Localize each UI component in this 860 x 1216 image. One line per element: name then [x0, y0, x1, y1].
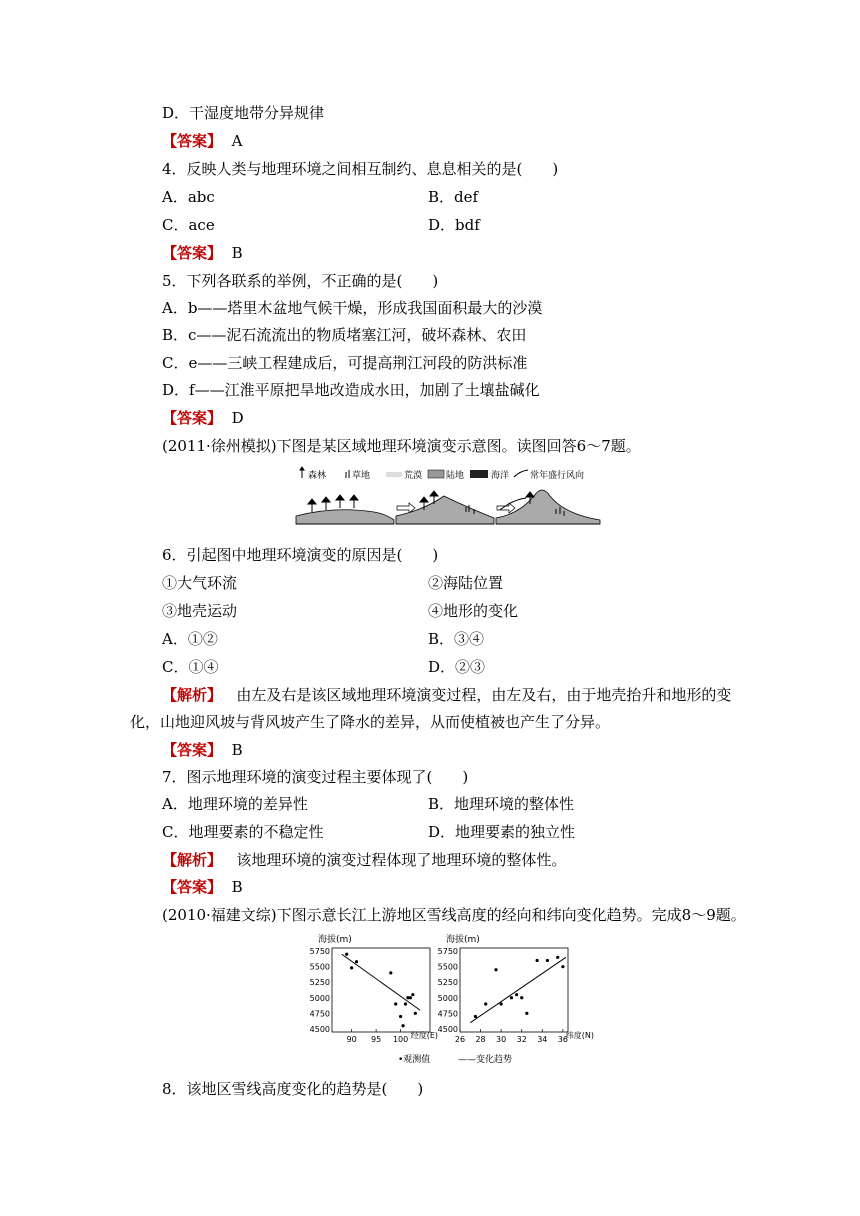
q4-option-b: B．def [428, 188, 479, 206]
y-tick-label: 4500 [309, 1024, 330, 1034]
intro-6-7: (2011·徐州模拟)下图是某区域地理环境演变示意图。读图回答6～7题。 [162, 437, 641, 455]
y-tick-label: 4750 [309, 1009, 330, 1019]
question-5: 5．下列各联系的举例，不正确的是( ) [162, 272, 439, 290]
legend-observed: •观测值 [398, 1055, 431, 1065]
data-point [556, 956, 559, 959]
x-tick-label: 26 [454, 1035, 466, 1044]
x-tick-label: 100 [392, 1035, 409, 1044]
q5-option-c: C．e——三峡工程建成后，可提高荆江河段的防洪标准 [162, 354, 528, 372]
x-tick-label: 28 [475, 1035, 486, 1044]
y-tick-label: 5250 [309, 978, 330, 988]
trend-line [342, 954, 420, 1010]
q6-option-c: C．①④ [162, 658, 219, 676]
answer-7 [162, 877, 243, 897]
data-point [411, 993, 414, 996]
legend-desert-label: 荒漠 [404, 471, 423, 481]
answer-tag: 【答案】 [162, 132, 223, 150]
intro-8-9: (2010·福建文综)下图示意长江上游地区雪线高度的经向和纬向变化趋势。完成8～9题。 [162, 906, 746, 924]
plot-frame [332, 948, 430, 1032]
answer-value: D [231, 409, 244, 427]
x-tick-label: 30 [496, 1035, 507, 1044]
x-tick-label: 36 [557, 1035, 568, 1044]
q7-option-a: A．地理环境的差异性 [162, 795, 308, 813]
y-tick-label: 4500 [437, 1024, 458, 1034]
y-axis-title: 海拔(m) [318, 935, 352, 945]
data-point [350, 966, 353, 969]
data-point [520, 996, 523, 999]
y-tick-label: 4750 [437, 1009, 458, 1019]
data-point [561, 965, 564, 968]
data-point [546, 959, 549, 962]
data-point [510, 996, 513, 999]
legend-wind [514, 469, 584, 481]
answer-tag: 【答案】 [162, 741, 223, 759]
data-point [389, 971, 392, 974]
legend-ocean [470, 469, 509, 481]
snowline-charts [290, 930, 610, 1070]
data-point [404, 1002, 407, 1005]
x-tick-label: 34 [537, 1035, 548, 1044]
data-point [399, 1015, 402, 1018]
data-point [355, 960, 358, 963]
y-tick-label: 5500 [309, 962, 330, 972]
data-point [536, 959, 539, 962]
q7-option-c: C．地理要素的不稳定性 [162, 823, 324, 841]
data-point [525, 1012, 528, 1015]
q6-option-b: B．③④ [428, 630, 485, 648]
legend-grass [346, 469, 370, 481]
plot-frame [460, 948, 568, 1032]
question-6: 6．引起图中地理环境演变的原因是( ) [162, 546, 439, 564]
answer-5 [162, 408, 244, 428]
question-4: 4．反映人类与地理环境之间相互制约、息息相关的是( ) [162, 160, 559, 178]
legend-land [428, 469, 464, 481]
data-point [515, 993, 518, 996]
data-point [414, 1012, 417, 1015]
answer-value: B [231, 741, 243, 759]
data-point [394, 1002, 397, 1005]
legend-ocean-label: 海洋 [491, 471, 510, 481]
x-tick-label: 95 [371, 1035, 382, 1044]
q6-option-d: D．②③ [428, 658, 486, 676]
legend-forest-label: 森林 [308, 471, 327, 481]
data-point [474, 1015, 477, 1018]
q3-option-d: D．干湿度地带分异规律 [162, 104, 325, 122]
legend-trend: ——变化趋势 [458, 1055, 513, 1065]
y-tick-label: 5000 [437, 993, 458, 1003]
q5-option-b: B．c——泥石流流出的物质堵塞江河，破坏森林、农田 [162, 326, 527, 344]
x-tick-label: 32 [516, 1035, 527, 1044]
answer-4 [162, 243, 243, 263]
q6-option-a: A．①② [162, 630, 218, 648]
q6-item-4: ④地形的变化 [428, 602, 519, 620]
analysis-6-line-1 [162, 685, 731, 705]
q6-item-1: ①大气环流 [162, 574, 238, 592]
q4-option-a: A．abc [162, 188, 215, 206]
analysis-6-line-2: 化，山地迎风坡与背风坡产生了降水的差异，从而使植被也产生了分异。 [130, 713, 611, 731]
legend-grass-label: 草地 [352, 471, 371, 481]
arrow-right-icon [497, 503, 515, 513]
data-point [494, 968, 497, 971]
q4-option-c: C．ace [162, 216, 215, 234]
legend-forest [300, 467, 326, 481]
y-tick-label: 5250 [437, 978, 458, 988]
legend-wind-label: 常年盛行风向 [530, 471, 585, 481]
answer-6 [162, 740, 243, 760]
y-tick-label: 5750 [437, 947, 458, 957]
q5-option-d: D．f——江淮平原把旱地改造成水田，加剧了土壤盐碱化 [162, 381, 540, 399]
landscape-evolution-figure [294, 466, 604, 530]
y-axis-title: 海拔(m) [446, 935, 480, 945]
q5-option-a: A．b——塔里木盆地气候干燥，形成我国面积最大的沙漠 [162, 299, 543, 317]
question-8: 8．该地区雪线高度变化的趋势是( ) [162, 1080, 424, 1098]
data-point [484, 1002, 487, 1005]
q7-option-d: D．地理要素的独立性 [428, 823, 576, 841]
x-axis-title: 纬度(N) [565, 1031, 594, 1040]
analysis-text: 该地理环境的演变过程体现了地理环境的整体性。 [236, 851, 567, 869]
y-tick-label: 5750 [309, 947, 330, 957]
answer-tag: 【答案】 [162, 878, 223, 896]
question-7: 7．图示地理环境的演变过程主要体现了( ) [162, 768, 469, 786]
data-point [401, 1024, 404, 1027]
data-point [345, 953, 348, 956]
panel-1 [296, 495, 394, 524]
answer-tag: 【答案】 [162, 244, 223, 262]
answer-value: B [231, 878, 243, 896]
x-axis-title: 经度(E) [410, 1031, 438, 1040]
legend-land-label: 陆地 [446, 471, 465, 481]
analysis-text: 由左及右是该区域地理环境演变过程，由左及右，由于地壳抬升和地形的变 [236, 686, 732, 704]
answer-tag: 【答案】 [162, 409, 223, 427]
answer-value: A [231, 132, 243, 150]
answer-3 [162, 131, 242, 151]
answer-value: B [231, 244, 243, 262]
x-tick-label: 90 [346, 1035, 357, 1044]
q6-item-2: ②海陆位置 [428, 574, 504, 592]
y-tick-label: 5500 [437, 962, 458, 972]
analysis-tag: 【解析】 [162, 851, 223, 869]
y-tick-label: 5000 [309, 993, 330, 1003]
q6-item-3: ③地壳运动 [162, 602, 238, 620]
q7-option-b: B．地理环境的整体性 [428, 795, 575, 813]
trend-line [470, 957, 566, 1022]
data-point [406, 996, 409, 999]
analysis-7 [162, 850, 566, 870]
q4-option-d: D．bdf [428, 216, 480, 234]
analysis-tag: 【解析】 [162, 686, 223, 704]
legend-desert [386, 469, 422, 481]
